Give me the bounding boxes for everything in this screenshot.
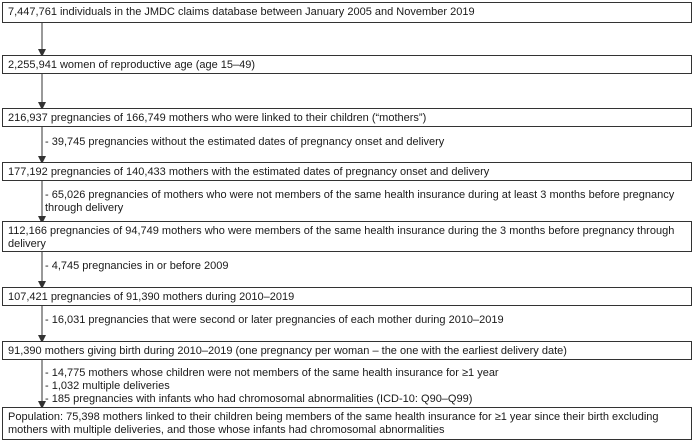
step-text-5: 112,166 pregnancies of 94,749 mothers who were members of the same health insurance during the 3 months before pregnancy through delivery [8, 225, 675, 250]
exclusion-3 [45, 260, 228, 273]
step-box-4 [2, 162, 692, 181]
step-box-7 [2, 341, 692, 360]
exclusion-text-1: - 39,745 pregnancies without the estimated dates of pregnancy onset and delivery [45, 136, 445, 148]
step-text-4: 177,192 pregnancies of 140,433 mothers with the estimated dates of pregnancy onset and delivery [8, 166, 490, 178]
step-box-final [2, 407, 692, 440]
exclusion-2 [45, 189, 685, 215]
step-text-final: Population: 75,398 mothers linked to their children being members of the same health insurance for ≥1 year since their birth excluding mothers with multiple deliveries, and those whose infants had chromosomal abnormalities [8, 411, 659, 436]
step-box-2 [2, 55, 692, 74]
exclusion-text-5c: - 185 pregnancies with infants who had chromosomal abnormalities (ICD-10: Q90–Q99) [45, 393, 473, 405]
exclusion-text-2: - 65,026 pregnancies of mothers who were not members of the same health insurance during at least 3 months before pregnancy through delivery [45, 189, 675, 214]
step-box-1 [2, 2, 692, 23]
exclusion-text-5b: - 1,032 multiple deliveries [45, 380, 170, 392]
step-text-2: 2,255,941 women of reproductive age (age 15–49) [8, 59, 256, 71]
exclusion-text-5a: - 14,775 mothers whose children were not members of the same health insurance for ≥1 year [45, 367, 499, 379]
step-text-7: 91,390 mothers giving birth during 2010–2019 (one pregnancy per woman – the one with the earliest delivery date) [8, 345, 567, 357]
step-box-3 [2, 108, 692, 127]
step-text-6: 107,421 pregnancies of 91,390 mothers during 2010–2019 [8, 291, 295, 303]
step-box-5 [2, 221, 692, 252]
exclusion-4 [45, 314, 504, 327]
exclusion-1 [45, 136, 444, 149]
step-text-3: 216,937 pregnancies of 166,749 mothers who were linked to their children (“mothers”) [8, 112, 427, 124]
step-box-6 [2, 287, 692, 306]
exclusion-text-4: - 16,031 pregnancies that were second or later pregnancies of each mother during 2010–2019 [45, 314, 504, 326]
step-text-1: 7,447,761 individuals in the JMDC claims database between January 2005 and November 2019 [8, 6, 475, 18]
exclusion-5 [45, 367, 499, 406]
exclusion-text-3: - 4,745 pregnancies in or before 2009 [45, 260, 229, 272]
